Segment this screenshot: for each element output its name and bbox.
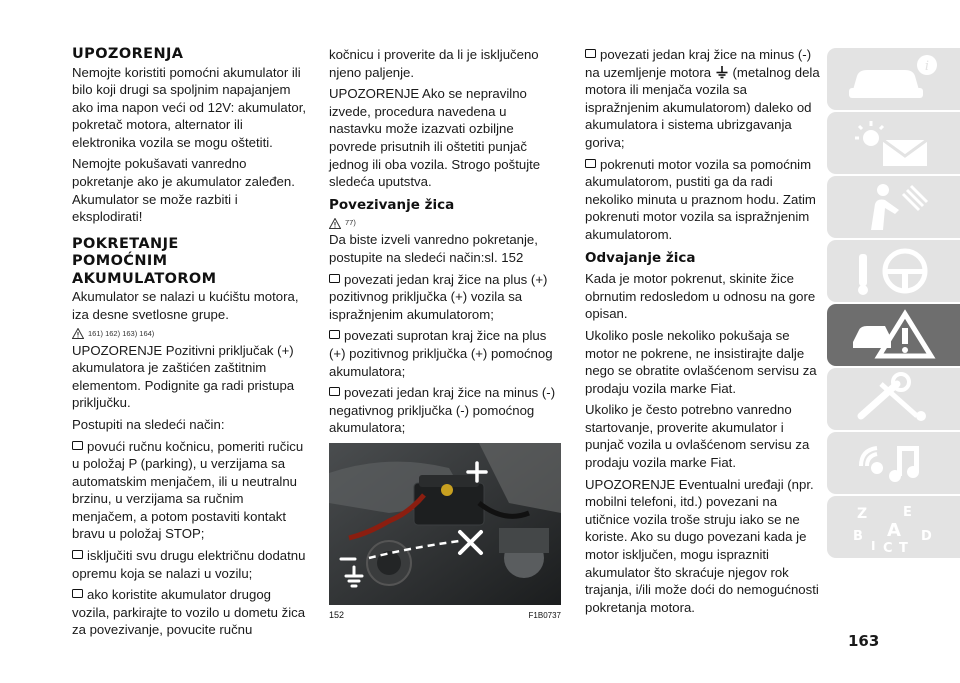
paragraph: Nemojte pokušavati vanredno pokretanje ako je akumulator zaleđen. Akumulator se može razbiti i eksplodirati!	[72, 156, 295, 225]
paragraph: Da biste izveli vanredno pokretanje, postupite na sledeći način:sl. 152	[329, 232, 538, 265]
bullet-square-icon	[329, 330, 340, 339]
paragraph: UPOZORENJE Ako se nepravilno izvede, procedura navedena u nastavku može izazvati ozbiljne povrede prisutnih ili oštetiti punjač jednog ili oba vozila. Strogo poštujte sledeća uputstva.	[329, 86, 541, 190]
column-2	[329, 46, 561, 624]
paragraph: UPOZORENJE Pozitivni priključak (+) akumulatora je zaštićen zaštitnim elementom. Podignite ga radi pristupa priključku.	[72, 342, 295, 411]
bullet-square-icon	[329, 387, 340, 396]
bullet-square-icon	[72, 550, 83, 559]
warnings-heading: UPOZORENJA	[72, 46, 184, 62]
paragraph: kočnicu i proverite da li je isključeno njeno paljenje.	[329, 47, 539, 80]
paragraph: Kada je motor pokrenut, skinite žice obrnutim redosledom u odnosu na gore opisan.	[585, 271, 816, 322]
engine-bay-photo	[329, 443, 561, 605]
figure-number: 152	[329, 609, 345, 620]
section-heading-line: POKRETANJE	[72, 235, 179, 252]
bullet-square-icon	[585, 49, 596, 58]
paragraph: Ukoliko posle nekoliko pokušaja se motor ne pokrene, ne insistirajte dalje nego se obratite ovlašćenom servisu za prodaju vozila marke Fiat.	[585, 327, 817, 396]
steering-starting-icon[interactable]	[827, 240, 960, 302]
column-3	[585, 46, 821, 620]
paragraph: Ukoliko je često potrebno vanredno startovanje, proverite akumulator i punjač vozila u ovlašćenom servisu za prodaju vozila marke Fiat.	[585, 402, 810, 471]
section-heading-line: AKUMULATOROM	[72, 270, 217, 287]
warning-reference: 77)	[329, 217, 561, 229]
bullet-item: povezati suprotan kraj žice na plus (+) pozitivnog priključka (+) pomoćnog akumulatora;	[329, 328, 553, 379]
bullet-square-icon	[585, 159, 596, 168]
bullet-square-icon	[329, 274, 340, 283]
bullet-item: isključiti svu drugu električnu dodatnu opremu koja se nalazi u vozilu;	[72, 548, 306, 581]
figure-code: F1B0737	[528, 610, 561, 620]
dashboard-lights-icon[interactable]	[827, 112, 960, 174]
svg-text:C: C	[883, 541, 893, 554]
svg-text:T: T	[899, 541, 908, 554]
bullet-item: povući ručnu kočnicu, pomeriti ručicu u položaj P (parking), u verzijama sa automatskim menjačem, ili u neutralnu brzinu, u verzijama sa ručnim menjačem, a potom postaviti kontakt bravu u položaj STOP;	[72, 438, 304, 542]
svg-text:Z: Z	[857, 506, 868, 522]
svg-text:A: A	[887, 520, 901, 541]
maintenance-tools-icon[interactable]	[827, 368, 960, 430]
section-heading-line: POMOĆNIM	[72, 253, 168, 270]
multimedia-icon[interactable]	[827, 432, 960, 494]
bullet-item: povezati jedan kraj žice na minus (-) negativnog priključka (-) pomoćnog akumulatora;	[329, 385, 556, 436]
warning-reference	[72, 328, 308, 340]
subsection-heading: Povezivanje žica	[329, 196, 455, 213]
svg-text:I: I	[871, 539, 876, 553]
subsection-heading: Odvajanje žica	[585, 249, 696, 266]
bullet-square-icon	[72, 589, 83, 598]
svg-text:D: D	[921, 529, 932, 544]
warning-triangle-icon	[72, 328, 84, 339]
figure-caption	[329, 607, 561, 625]
ground-symbol-icon	[715, 66, 729, 79]
column-1	[72, 46, 308, 643]
car-info-icon[interactable]	[827, 48, 960, 110]
bullet-item: ako koristite akumulator drugog vozila, parkirajte to vozilo u dometu žica za povezivanje, povucite ručnu	[72, 587, 306, 638]
paragraph: Akumulator se nalazi u kućištu motora, iza desne svetlosne grupe.	[72, 289, 299, 322]
warning-triangle-icon	[329, 218, 341, 229]
paragraph: Nemojte koristiti pomoćni akumulator ili bilo koji drugi sa spoljnim napajanjem ako ima napon veći od 12V: akumulator, pokretač motora, alternator ili elektronika vozila se mogu oštetiti.	[72, 64, 307, 150]
bullet-square-icon	[72, 441, 83, 450]
safety-airbag-icon[interactable]	[827, 176, 960, 238]
svg-text:B: B	[853, 529, 863, 544]
paragraph: UPOZORENJE Eventualni uređaji (npr. mobilni telefoni, itd.) povezani na utičnice vozila troše struju iako se ne koriste. Ako su dugo povezani kada je motor isključen, mogu isprazniti akumulator što skraćuje njegov rok trajanja, i/ili može doći do nemogućnosti pokretanja motora.	[585, 476, 819, 615]
warning-refs: 161) 162) 163) 164)	[88, 328, 155, 338]
paragraph: Postupiti na sledeći način:	[72, 416, 225, 432]
svg-text:E: E	[903, 505, 912, 520]
svg-text:i: i	[924, 59, 930, 74]
bullet-item: pokrenuti motor vozila sa pomoćnim akumulatorom, pustiti ga da radi nekoliko minuta u praznom hodu. Zatim pokrenuti motor vozila sa ispražnjenim akumulatorom.	[585, 156, 816, 242]
emergency-triangle-icon[interactable]	[827, 304, 960, 366]
bullet-item: povezati jedan kraj žice na plus (+) pozitivnog priključka (+) vozila sa ispražnjenim akumulatorom;	[329, 271, 548, 322]
index-letters-icon[interactable]	[827, 496, 960, 558]
page-number: 163	[848, 632, 880, 650]
bullet-item: povezati jedan kraj žice na minus (-) na uzemljenje motora (metalnog dela motora ili menjača vozila sa ispražnjenim akumulatorom) daleko od akumulatora i sistema ubrizgavanja goriva;	[585, 47, 820, 150]
